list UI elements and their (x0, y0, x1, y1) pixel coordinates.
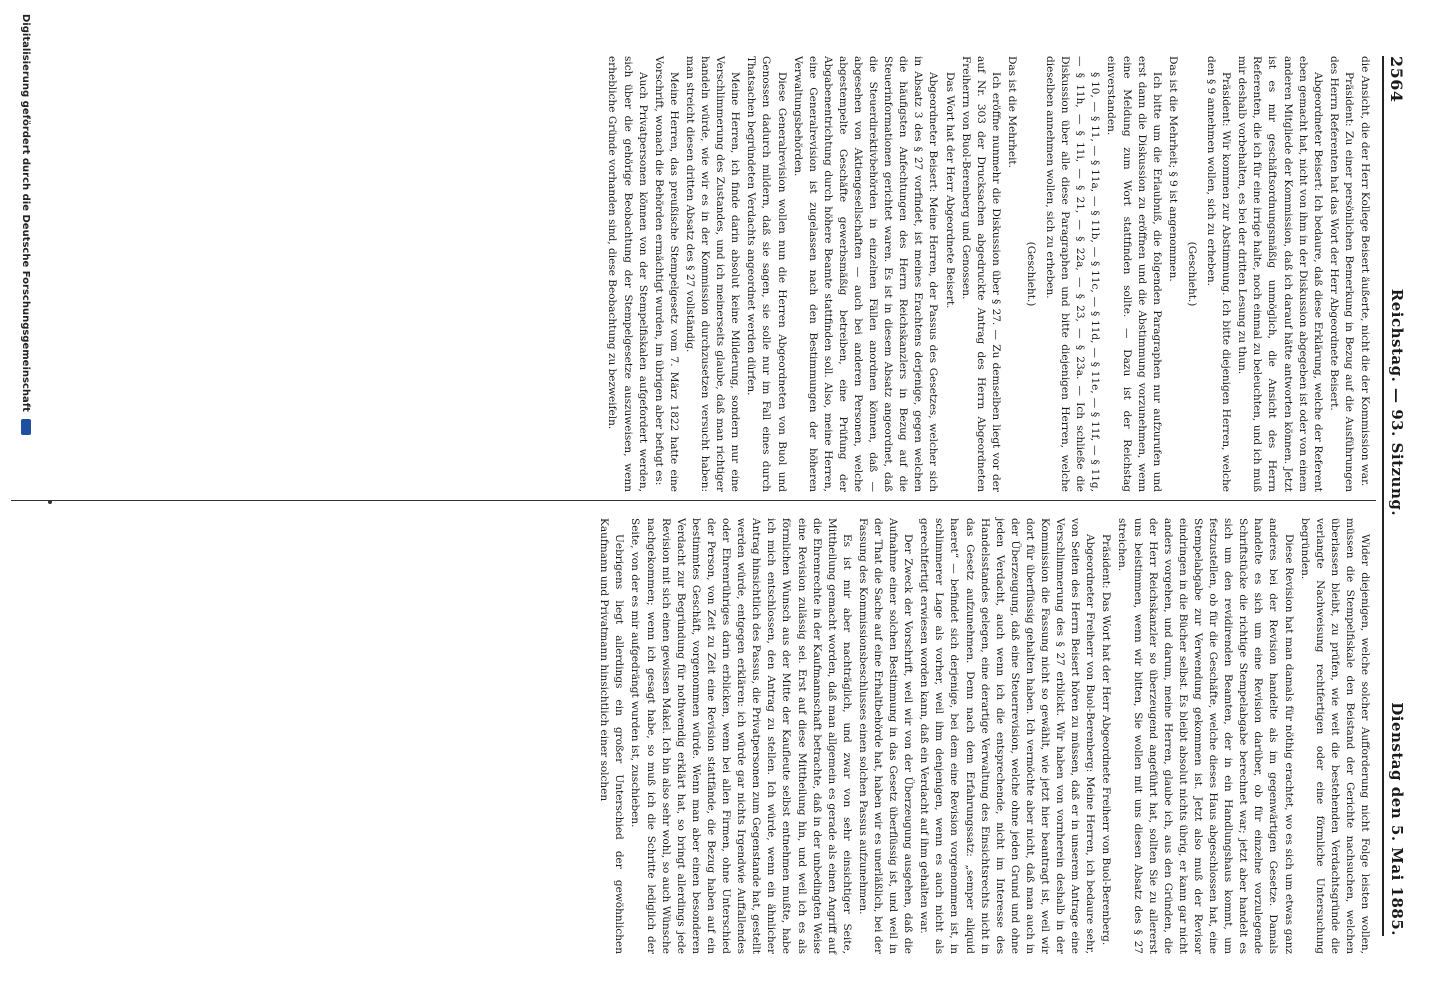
paragraph: § 10, — § 11, — § 11a, — § 11b, — § 11c, — § 11d, — § 11e, — § 11f, — § 11g, — § 11h, — § 11i, — § 21, — § 22a, — § 23, — § 23a. — Ich schließe die Diskussion über alle diese Paragraphen und bitte diejenigen Herren, welche dieselben annehmen wollen, sich zu erheben. (1044, 56, 1102, 492)
paragraph: Es ist mir aber nachträglich, und zwar von sehr einsichtiger Seite, Mittheilung gemacht worden, daß man allgemein es gerade als einen Angriff auf die Ehrenrechte in der Kaufmannschaft betrachte, daß in der unbedingten Weise eine Revision zulässig sei. Erst auf diese Mittheilung hin, und weil ich es als förmlichen Wunsch aus der Mitte der Kaufleute selbst entnehmen mußte, habe ich mich entschlossen, den Antrag zu stellen. Ich würde, wenn ein ähnlicher Antrag hinsichtlich des Passus, die Privatpersonen zum Gegenstande hat, gestellt werden würde, entgegen erklären: ich würde gar nichts Irgendwie Auffallendes oder Ehrenrühriges darin erblicken, wenn bei allen Firmen, ohne Unterschied der Person, von Zeit zu Zeit eine Revision stattfände, die Bezug haben auf ein bestimmtes Geschäft, vorgenommen würde. Wenn man aber einen besonderen Verdacht zur Begründung für nothwendig erklärt hat, so bringt allerdings jede Revision mit sich einen gewissen Makel. Ich bin also sehr wohl, so auch Wünsche nachgekommen; wenn ich gesagt habe, so muß ich die Schritte lediglich der Seite, von der es mir aufgedrängt wurden ist, zuschieben. (629, 518, 853, 954)
paragraph: Abgeordneter Freiherr von Buol-Berenberg: Meine Herren, ich bedaure sehr, von Seiten des Herrn Beisert hören zu müssen, daß er in unserem Antrage eine Verschlimmerung des § 27 erblickt. Wir haben von vornherein deshalb in der Kommission die Fassung nicht so gewählt, wie jetzt hier beantragt ist, weil wir dort für überflüssig gehalten haben. Ich vermöchte aber nicht, daß man auch in der Überzeugung, daß eine Steuerrevision, welche ohne jeden Grund und ohne jeden Verdacht, auch wenn ich die entsprechende, nicht im Interesse des Handelsstandes gelegen, eine derartige Verwaltung des Einsichtsrechts nicht in das Gesetz aufzunehmen. Denn nach dem Erfahrungssatz: „semper aliquid haeret“ — befindet sich derjenige, bei dem eine Revision vorgenommen ist, in schlimmerer Lage als vorher, weil ihm denjenigen, wenn es auch nicht als gerechtfertigt erwiesen worden kann, daß ein Verdacht auf ihm gehalten war. (918, 518, 1097, 954)
paragraph: Abgeordneter Beisert: Meine Herren, der Passus des Gesetzes, welcher sich in Absatz 3 des § 27 vorfindet, ist meines Erachtens derjenige, gegen welchen die häufigsten Anfechtungen des Herrn Reichskanzlers in Bezug auf die Steuerinformationen gerichtet waren. Es ist in diesem Absatz angeordnet, daß die Steuerdirektivbehörden in einzelnen Fällen anordnen können, daß — abgesehen von Aktiengesellschaften — auch bei anderen Personen, welche abgestempelte Geschäfte gewerbsmäßig betreiben, eine Prüfung der Abgabenentrichtung durch höhere Beamte stattfinden soll. Also, meine Herren, eine Generalrevision ist zugelassen nach den Bestimmungen der höheren Verwaltungsbehörden. (791, 56, 940, 492)
page-header (1382, 56, 1410, 936)
paragraph: Auch Privatpersonen können von der Stempelfiskalen aufgefordert werden, sich über die gehörige Beobachtung der Stempelgesetze auszuweisen, wenn erhebliche Gründe vorhanden sind, diese Beobachtung zu bezweifeln. (606, 56, 649, 492)
paragraph: Präsident: Zu einer persönlichen Bemerkung in Bezug auf die Ausführungen des Herrn Referenten hat das Wort der Herr Abgeordnete Beisert. (1327, 56, 1355, 492)
paragraph: Wider diejenigen, welche solcher Aufforderung nicht Folge leisten wollen, müssen die Stempelfiskale den Beistand der Gerichte nachsuchen, welchen überlassen bleibt, zu prüfen, wie weit die bestehenden Verdachtsgründe die verlangte Nachweisung rechtfertigen oder eine förmliche Untersuchung begründen. (1298, 518, 1371, 954)
paragraph: Meine Herren, ich finde darin absolut keine Milderung, sondern nur eine Verschlimmerung des Zustandes, und ich meinerseits glaube, daß man richtiger handeln würde, wie wir es in der Kommission durchzusetzen versucht haben: man streicht diesen dritten Absatz des § 27 vollständig. (683, 56, 742, 492)
footer-attribution (20, 14, 31, 435)
paragraph: Ich eröffne nunmehr die Diskussion über § 27. — Zu demselben liegt vor der auf Nr. 303 der Drucksachen abgedruckte Antrag des Herrn Abgeordneten Freiherrn von Buol-Berenberg und Genossen. (959, 56, 1002, 492)
paragraph: Der Zweck der Vorschrift, weil wir von der Überzeugung ausgehen, daß die Aufnahme einer solchen Bestimmung in das Gesetz überflüssig ist, und weil in der That die Sache auf eine Erhaltbehörde hat, haben wir es unerläßlich, bei der Fassung des Kommissionsbeschlusses einen solchen Passus aufzunehmen. (856, 518, 915, 954)
paragraph: Abgeordneter Beisert: Ich bedaure, daß diese Erklärung, welche der Referent eben gemacht hat, nicht von ihm in der Diskussion abgegeben ist oder von einem anderen Mitgliede der Kommission, daß ich darauf hätte antworten können. Jetzt ist es mir geschäftsordnungsmäßig unmöglich, die Ansicht des Herrn Referenten, die ich für eine irrige halte, noch einmal zu beleuchten, und ich muß mir deshalb vorbehalten, es bei der dritten Lesung zu thun. (1236, 56, 1324, 492)
right-column (595, 518, 1372, 954)
footer (0, 0, 37, 1000)
session-date: Dienstag den 5. Mai 1885. (1388, 702, 1406, 936)
session-title: Reichstag. — 93. Sitzung. (1388, 288, 1406, 517)
left-column (603, 56, 1372, 492)
paragraph: Das ist die Mehrheit. (1005, 56, 1018, 168)
paragraph: (Geschieht.) (1185, 241, 1198, 307)
paragraph: Diese Generalrevision wollen nun die Herren Abgeordneten von Buol und Genossen dadurch mildern, daß sie sagen, sie solle nur im Fall eines durch Thatsachen begründeten Verdachts angeordnet werden dürfen. (745, 56, 788, 492)
paragraph: Das ist die Mehrheit; § 9 ist angenommen. (1166, 56, 1179, 282)
paragraph: (Geschieht.) (1025, 241, 1038, 307)
paragraph: Präsident: Wir kommen zur Abstimmung. Ich bitte diejenigen Herren, welche den § 9 annehmen wollen, sich zu erheben. (1205, 56, 1233, 492)
paragraph: die Ansicht, die der Herr Kollege Beisert äußerte, nicht die der Kommission war. (1359, 56, 1371, 487)
page-number: 2564 (1387, 56, 1407, 103)
attribution-text: Digitalisierung gefördert durch die Deutsche Forschungsgemeinschaft (20, 14, 31, 412)
paragraph: Ich bitte um die Erlaubniß, die folgenden Paragraphen nur aufzurufen und erst dann die Diskussion zu eröffnen und die Abstimmung vorzunehmen, wenn eine Meldung zum Wort stattfinden sollte. — Dazu ist der Reichstag einverstanden. (1105, 56, 1163, 492)
paragraph: Meine Herren, das preußische Stempelgesetz vom 7. März 1822 hatte eine Vorschrift, wonach die Behörden ermächtigt wurden, im übrigen aber befugt es: (652, 56, 680, 492)
paragraph: Diese Revision hat man damals für nöthig erachtet, wo es sich um etwas ganz anderes bei der Revision handelte als im gegenwärtigen Gesetze. Damals handelte es sich um eine Revision darüber, ob für einzelne vorzulegende Schriftstücke die richtige Stempelabgabe berechnet war; jetzt aber handelt es sich um den revidirenden Beamten, der in ein Handlungshaus kommt, um festzustellen, ob für die Geschäfte, welche dieses Haus abgeschlossen hat, eine Stempelabgabe zur Verwendung gekommen ist. Jetzt also muß der Revisor eindringen in die Bücher selbst. Es bleibt absolut nichts übrig, er kann gar nicht anders vorgehen, und darum, meine Herren, glaube ich, aus den Gründen, die der Herr Reichskanzler so überzeugend angeführt hat, sollten Sie zu allererst uns beistimmen, wenn wir bitten, Sie wollen mit uns diesen Absatz des § 27 streichen. (1116, 518, 1295, 954)
column-divider (11, 500, 1376, 501)
scan-mark (48, 500, 52, 504)
paragraph: Präsident: Das Wort hat der Herr Abgeordnete Freiherr von Buol-Berenberg. (1100, 534, 1113, 946)
paragraph: Uebrigens liegt allerdings ein großer Unterschied der gewöhnlichen Kaufmann und Privatmann hinsichtlich einer solchen (598, 518, 626, 954)
dfg-logo-icon (21, 419, 31, 435)
paragraph: Das Wort hat der Herr Abgeordnete Beisert. (943, 72, 956, 309)
